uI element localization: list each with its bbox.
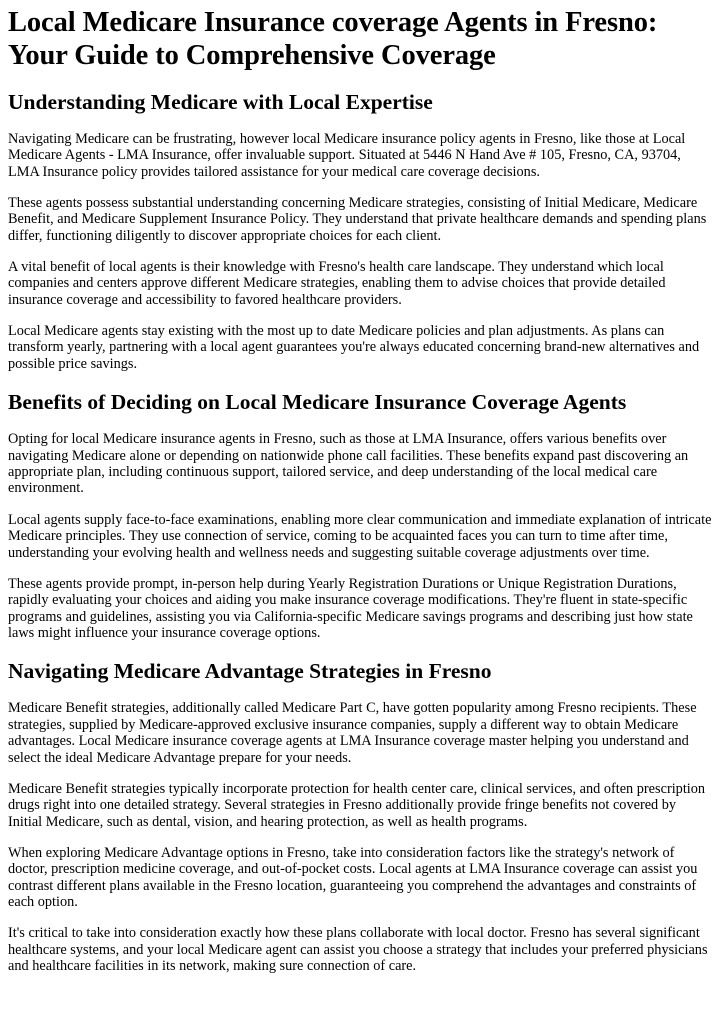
paragraph: A vital benefit of local agents is their knowledge with Fresno's health care landscape. They understand which local companies and centers approve different Medicare strategies, enabling them to advise choices that provide detailed insurance coverage and accessibility to favored healthcare providers.: [8, 259, 666, 308]
paragraph: Medicare Benefit strategies typically incorporate protection for health center care, clinical services, and often prescription drugs right into one detailed strategy. Several strategies in Fresno additionally provide fringe benefits not covered by Initial Medicare, such as dental, vision, and hearing protection, as well as health programs.: [8, 780, 706, 830]
paragraph: These agents possess substantial understanding concerning Medicare strategies, consisting of Initial Medicare, Medicare Benefit, and Medicare Supplement Insurance Policy. They understand that private healthcare demands and spending plans differ, functioning diligently to discover appropriate choices for each client.: [8, 195, 707, 244]
section-benefits-local-agents: [8, 390, 712, 641]
paragraph: These agents provide prompt, in-person help during Yearly Registration Durations or Unique Registration Durations, rapidly evaluating your choices and aiding you make insurance coverage modifications. They're fluent in state-specific programs and guidelines, assisting you via California-specific Medicare savings programs and describing just how state laws might influence your insurance coverage options.: [8, 575, 693, 641]
paragraph: Navigating Medicare can be frustrating, however local Medicare insurance policy agents in Fresno, like those at Local Medicare Agents - LMA Insurance, offer invaluable support. Situated at 5446 N Hand Ave # 105, Fresno, CA, 93704, LMA Insurance policy provides tailored assistance for your medical care coverage decisions.: [8, 131, 686, 180]
section-understanding-medicare: [8, 90, 712, 372]
paragraph: Local agents supply face-to-face examinations, enabling more clear communication and immediate explanation of intricate Medicare principles. They use connection of service, coming to be acquainted faces you can turn to time after time, understanding your evolving health and wellness needs and suggesting suitable coverage adjustments over time.: [8, 511, 712, 561]
paragraph: Opting for local Medicare insurance agents in Fresno, such as those at LMA Insurance, offers various benefits over navigating Medicare alone or depending on nationwide phone call facilities. These benefits expand past discovering an appropriate plan, including continuous support, tailored service, and deep understanding of the local medical care environment.: [8, 431, 689, 497]
paragraph: Medicare Benefit strategies, additionally called Medicare Part C, have gotten popularity among Fresno recipients. These strategies, supplied by Medicare-approved exclusive insurance companies, supply a different way to obtain Medicare advantages. Local Medicare insurance coverage agents at LMA Insurance coverage master helping you understand and select the ideal Medicare Advantage prepare for your needs.: [8, 700, 697, 766]
section-medicare-advantage: [8, 659, 712, 974]
section-heading: Benefits of Deciding on Local Medicare Insurance Coverage Agents: [8, 390, 627, 415]
paragraph: Local Medicare agents stay existing with the most up to date Medicare policies and plan adjustments. As plans can transform yearly, partnering with a local agent guarantees you're always educated concerning brand-new alternatives and possible price savings.: [8, 323, 700, 372]
section-heading: Understanding Medicare with Local Expertise: [8, 90, 433, 114]
page-title: Local Medicare Insurance coverage Agents in Fresno: Your Guide to Comprehensive Coverage: [8, 7, 658, 71]
section-heading: Navigating Medicare Advantage Strategies in Fresno: [8, 659, 492, 684]
paragraph: It's critical to take into consideration exactly how these plans collaborate with local doctor. Fresno has several significant healthcare systems, and your local Medicare agent can assist you choose a strategy that includes your preferred physicians and healthcare facilities in its network, making sure connection of care.: [8, 925, 708, 974]
paragraph: When exploring Medicare Advantage options in Fresno, take into consideration factors like the strategy's network of doctor, prescription medicine coverage, and out-of-pocket costs. Local agents at LMA Insurance coverage can assist you contrast different plans available in the Fresno location, guaranteeing you comprehend the advantages and constraints of each option.: [8, 844, 698, 910]
